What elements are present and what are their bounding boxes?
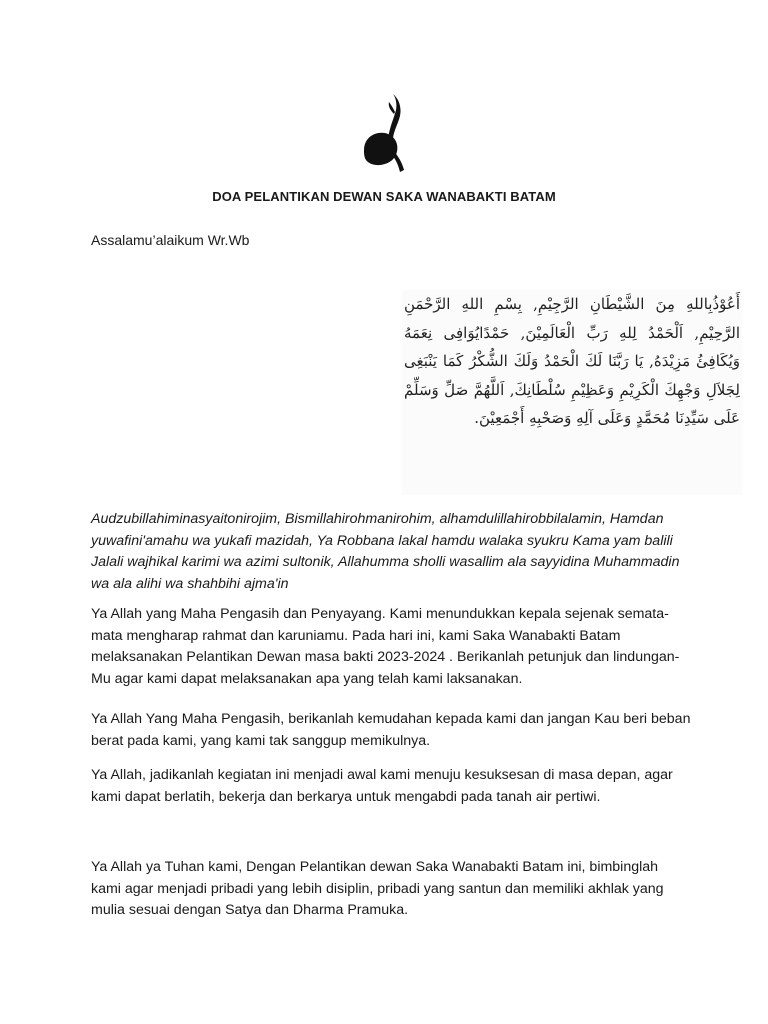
paragraph: Ya Allah yang Maha Pengasih dan Penyayang. Kami menundukkan kepala sejenak semata-mata mengharap rahmat dan karuniamu. Pada hari ini, kami Saka Wanabakti Batam melaksanakan Pelantikan Dewan masa bakti 2023-2024 . Berikanlah petunjuk dan lindungan-Mu agar kami dapat melaksanakan apa yang telah kami laksanakan. — [91, 606, 680, 687]
prayer-transliteration: Audzubillahiminasyaitonirojim, Bismillahirohmanirohim, alhamdulillahirobbilalamin, Hamdan yuwafini'amahu wa yukafi mazidah, Ya Robbana lakal hamdu walaka syukru Kama yam balili Jalali wajhikal karimi wa azimi sultonik, Allahumma sholli wasallim ala sayyidina Muhammadin wa ala alihi wa shahbihi ajma'in — [91, 511, 680, 592]
arabic-prayer-text: أَعُوْذُبِاللهِ مِنَ الشَّيْطَانِ الرَّجِيْمِ, بِسْمِ اللهِ الرَّحْمَنِ الرَّحِيْمِ, اَلْحَمْدُ لِلهِ رَبِّ الْعَالَمِيْنَ, حَمْدًايُوَافِى نِعَمَهُ وَيُكَافِئُ مَزِيْدَهُ, يَا رَبَّنَا لَكَ الْحَمْدُ وَلَكَ الشُّكْرُ كَمَا يَنْبَغِى لِجَلاَلِ وَجْهِكَ الْكَرِيْمِ وَعَظِيْمِ سُلْطَانِكَ, اَللَّهُمَّ صَلِّ وَسَلِّمْ عَلَى سَيِّدِنَا مُحَمَّدٍ وَعَلَى آلِهِ وَصَحْبِهِ أَجْمَعِيْنَ. — [402, 290, 742, 495]
paragraph: Ya Allah ya Tuhan kami, Dengan Pelantikan dewan Saka Wanabakti Batam ini, bimbinglah kami agar menjadi pribadi yang lebih disiplin, pribadi yang santun dan memiliki akhlak yang mulia sesuai dengan Satya dan Dharma Pramuka. — [91, 859, 664, 919]
document-title: DOA PELANTIKAN DEWAN SAKA WANABAKTI BATAM — [212, 189, 556, 204]
greeting: Assalamu’alaikum Wr.Wb — [91, 232, 250, 248]
tunas-kelapa-icon — [360, 92, 408, 174]
paragraph: Ya Allah Yang Maha Pengasih, berikanlah kemudahan kepada kami dan jangan Kau beri beban berat pada kami, yang kami tak sanggup memikulnya. — [91, 711, 691, 749]
paragraph: Ya Allah, jadikanlah kegiatan ini menjadi awal kami menuju kesuksesan di masa depan, agar kami dapat berlatih, bekerja dan berkarya untuk mengabdi pada tanah air pertiwi. — [91, 767, 673, 805]
